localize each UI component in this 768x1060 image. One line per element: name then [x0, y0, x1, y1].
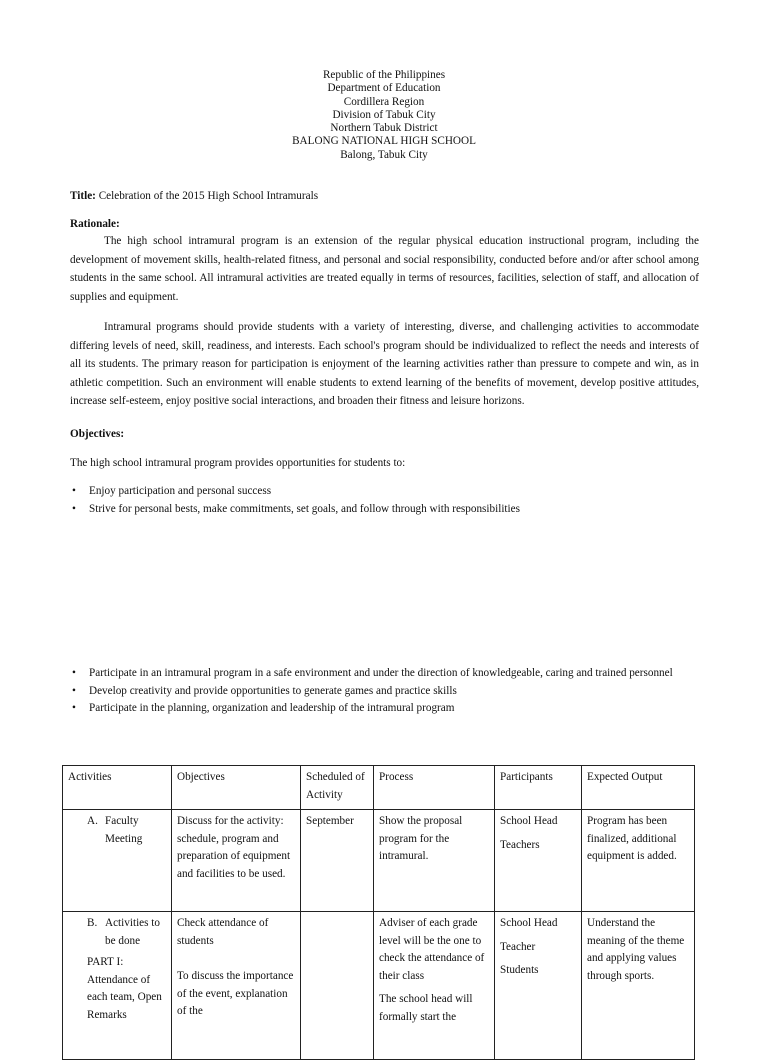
objective-cell	[172, 912, 301, 1060]
table-header-row	[63, 766, 695, 810]
list-item: • Participate in an intramural program in a safe environment and under the direction of knowledgeable, caring and trained personnel	[70, 665, 730, 683]
title-label: Title:	[70, 190, 96, 202]
process-cell: Show the proposal program for the intramural.	[374, 810, 495, 912]
list-item: • Enjoy participation and personal success	[70, 483, 730, 501]
item-number: B.	[87, 917, 98, 929]
letterhead-line: Division of Tabuk City	[332, 108, 436, 121]
letterhead-line: Northern Tabuk District	[330, 122, 438, 135]
table-row	[63, 810, 695, 912]
column-header: Process	[374, 766, 495, 810]
activity-part: PART I: Attendance of each team, Open Remarks	[87, 956, 162, 1021]
document-title	[70, 189, 318, 203]
objectives-list	[70, 665, 730, 718]
process-text: The school head will formally start the	[379, 993, 473, 1023]
list-item: • Participate in the planning, organization and leadership of the intramural program	[70, 700, 730, 718]
title-text: Celebration of the 2015 High School Intramurals	[95, 190, 319, 202]
objective-text: To discuss the importance of the event, explanation of the	[177, 970, 294, 1018]
output-cell: Program has been finalized, additional equipment is added.	[582, 810, 695, 912]
schedule-cell: September	[301, 810, 374, 912]
list-item: • Strive for personal bests, make commitments, set goals, and follow through with responsibilities	[70, 501, 730, 519]
rationale-heading: Rationale:	[70, 218, 120, 230]
participants-cell	[495, 912, 582, 1060]
output-cell: Understand the meaning of the theme and applying values through sports.	[582, 912, 695, 1060]
column-header: Expected Output	[582, 766, 695, 810]
objectives-heading: Objectives:	[70, 428, 125, 440]
column-header: Activities	[63, 766, 172, 810]
activity-name: Faculty Meeting	[105, 815, 143, 845]
participant: Students	[500, 964, 539, 977]
objectives-list	[70, 483, 730, 518]
activity-cell	[63, 912, 172, 1060]
column-header: Participants	[495, 766, 582, 810]
participants-cell	[495, 810, 582, 912]
participant: Teachers	[500, 838, 540, 851]
objective-cell: Discuss for the activity: schedule, program and preparation of equipment and facilities to be used.	[172, 810, 301, 912]
schedule-cell	[301, 912, 374, 1060]
activity-name: Activities to be done	[105, 917, 160, 947]
column-header: Scheduled of Activity	[301, 766, 374, 810]
rationale-paragraph: Intramural programs should provide students with a variety of interesting, diverse, and challenging activities to accommodate differing levels of need, skill, readiness, and interests. Each school's program should be individualized to reflect the needs and interests of all its students. The primary reason for participation is enjoyment of the learning activities rather than pressure to compete and win, as in athletic competition. Such an environment will enable students to extend learning of the benefits of movement, develop positive attitudes, increase self-esteem, enjoy positive social interactions, and broaden their fitness and leisure horizons.	[70, 321, 699, 408]
objective-text: Check attendance of students	[177, 917, 269, 947]
participant: School Head	[500, 815, 558, 827]
list-item: • Develop creativity and provide opportunities to generate games and practice skills	[70, 683, 730, 701]
process-text: Adviser of each grade level will be the one to check the attendance of their class	[379, 917, 485, 982]
school-name: BALONG NATIONAL HIGH SCHOOL	[292, 135, 476, 148]
objectives-intro: The high school intramural program provides opportunities for students to:	[70, 457, 406, 469]
letterhead-line: Cordillera Region	[343, 95, 425, 108]
activities-table	[62, 765, 695, 1060]
table-row	[63, 912, 695, 1060]
participant: Teacher	[500, 940, 536, 953]
column-header: Objectives	[172, 766, 301, 810]
rationale-paragraph: The high school intramural program is an extension of the regular physical education instructional program, including the development of movement skills, health-related fitness, and personal and social responsibility, conducted before and/or after school among students in the same school. All intramural activities are treated equally in terms of resources, facilities, selection of staff, and allocation of supplies and equipment.	[70, 235, 699, 303]
letterhead	[0, 69, 768, 162]
letterhead-line: Republic of the Philippines	[322, 69, 446, 81]
activity-cell	[63, 810, 172, 912]
letterhead-line: Balong, Tabuk City	[340, 148, 428, 161]
item-number: A.	[87, 815, 98, 827]
letterhead-line: Department of Education	[327, 82, 441, 95]
participant: School Head	[500, 917, 558, 929]
process-cell	[374, 912, 495, 1060]
